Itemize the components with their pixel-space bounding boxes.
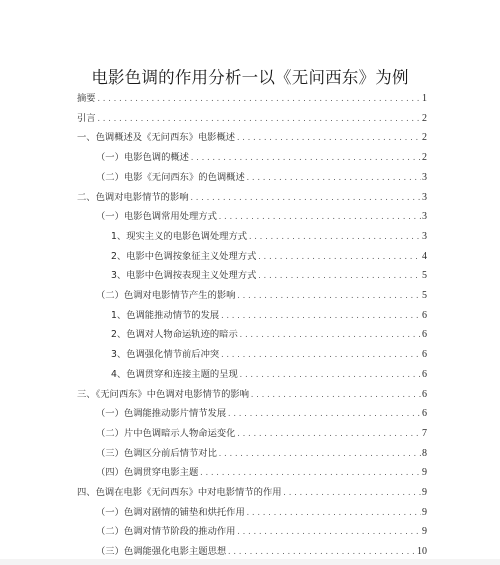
toc-entry-label: 1、现实主义的电影色调处理方式 bbox=[111, 230, 248, 242]
toc-page-number: 5 bbox=[422, 270, 427, 282]
toc-dot-leader bbox=[236, 523, 421, 541]
toc-dot-leader bbox=[227, 405, 421, 423]
toc-entry[interactable] bbox=[111, 267, 427, 285]
toc-page-number: 6 bbox=[422, 368, 427, 380]
toc-entry[interactable] bbox=[111, 366, 427, 384]
toc-entry[interactable] bbox=[96, 445, 427, 463]
toc-entry[interactable] bbox=[96, 425, 427, 443]
toc-entry[interactable] bbox=[111, 307, 427, 325]
toc-page-number: 7 bbox=[422, 427, 427, 439]
toc-entry[interactable] bbox=[96, 287, 427, 305]
toc-page-number: 6 bbox=[422, 309, 427, 321]
toc-page-number: 5 bbox=[422, 290, 427, 301]
toc-dot-leader bbox=[248, 228, 421, 246]
toc-dot-leader bbox=[236, 425, 421, 443]
page-bottom-edge bbox=[0, 559, 500, 565]
toc-dot-leader bbox=[236, 129, 421, 147]
toc-page-number: 6 bbox=[422, 349, 427, 361]
toc-dot-leader bbox=[246, 504, 421, 522]
toc-page-number: 10 bbox=[417, 546, 427, 558]
toc-entry[interactable] bbox=[96, 405, 427, 423]
toc-page-number: 6 bbox=[422, 408, 427, 420]
toc-entry-label: 2、电影中色调按象征主义处理方式 bbox=[111, 250, 257, 262]
toc-entry[interactable] bbox=[77, 386, 427, 404]
toc-dot-leader bbox=[239, 366, 421, 384]
toc-dot-leader bbox=[218, 445, 421, 463]
toc-entry[interactable] bbox=[96, 149, 427, 167]
toc-entry[interactable] bbox=[96, 523, 427, 541]
toc-entry-label: 摘要 bbox=[77, 93, 96, 104]
toc-entry[interactable] bbox=[96, 169, 427, 187]
toc-entry-label: 4、色调贯穿和连接主题的呈现 bbox=[111, 368, 238, 380]
toc-entry[interactable] bbox=[111, 326, 427, 344]
toc-entry-label: （三）色调能强化电影主题思想 bbox=[96, 546, 227, 558]
toc-dot-leader bbox=[220, 346, 421, 364]
toc-entry-label: 引言 bbox=[77, 112, 96, 124]
toc-dot-leader bbox=[97, 110, 421, 128]
toc-dot-leader bbox=[97, 90, 421, 108]
toc-entry[interactable] bbox=[77, 189, 427, 207]
toc-page-number: 6 bbox=[422, 388, 427, 400]
toc-dot-leader bbox=[236, 287, 421, 305]
toc-entry-label: 3、色调强化情节前后冲突 bbox=[111, 349, 220, 361]
toc-entry-label: （一）色调对剧情的铺垫和烘托作用 bbox=[96, 506, 245, 518]
toc-entry-label: 3、电影中色调按表现主义处理方式 bbox=[111, 270, 257, 282]
toc-entry-label: （一）色调能推动影片情节发展 bbox=[96, 408, 227, 420]
toc-page-number: 3 bbox=[422, 171, 427, 183]
toc-entry-label: （二）电影《无问西东》的色调概述 bbox=[96, 171, 245, 183]
toc-entry[interactable] bbox=[77, 90, 427, 108]
toc-entry[interactable] bbox=[111, 228, 427, 246]
toc-entry[interactable] bbox=[111, 248, 427, 266]
toc-entry[interactable] bbox=[111, 346, 427, 364]
toc-page-number: 3 bbox=[422, 191, 427, 203]
toc-entry-label: （二）色调对情节阶段的推动作用 bbox=[96, 526, 236, 538]
toc-entry-label: （一）电影色调的概述 bbox=[96, 152, 189, 164]
toc-page-number: 4 bbox=[422, 250, 427, 262]
toc-entry-label: 二、色调对电影情节的影响 bbox=[77, 191, 189, 203]
toc-entry[interactable] bbox=[96, 208, 427, 226]
toc-entry-label: （一）电影色调常用处理方式 bbox=[96, 211, 217, 223]
toc-page-number: 3 bbox=[422, 211, 427, 223]
toc-page-number: 2 bbox=[422, 112, 427, 124]
toc-dot-leader bbox=[190, 189, 421, 207]
toc-entry-label: （二）片中色调暗示人物命运变化 bbox=[96, 427, 236, 439]
toc-dot-leader bbox=[220, 307, 421, 325]
toc-entry[interactable] bbox=[77, 110, 427, 128]
toc-page-number: 6 bbox=[422, 329, 427, 341]
toc-dot-leader bbox=[257, 267, 421, 285]
toc-entry-label: 四、色调在电影《无问西东》中对电影情节的作用 bbox=[77, 487, 282, 498]
toc-page-number: 8 bbox=[422, 447, 427, 459]
toc-entry-label: 三、《无问西东》中色调对电影情节的影响 bbox=[77, 388, 249, 400]
toc-dot-leader bbox=[246, 169, 421, 187]
toc-entry-label: （二）色调对电影情节产生的影响 bbox=[96, 290, 236, 301]
toc-page-number: 2 bbox=[422, 132, 427, 144]
toc-entry[interactable] bbox=[96, 504, 427, 522]
toc-page-number: 3 bbox=[422, 230, 427, 242]
toc-entry-label: 2、色调对人物命运轨迹的暗示 bbox=[111, 329, 238, 341]
toc-dot-leader bbox=[218, 208, 421, 226]
toc-entry-label: （四）色调贯穿电影主题 bbox=[96, 467, 199, 479]
toc-dot-leader bbox=[199, 464, 421, 482]
toc-dot-leader bbox=[239, 326, 421, 344]
toc-entry[interactable] bbox=[77, 129, 427, 147]
toc-entry[interactable] bbox=[96, 464, 427, 482]
toc-page-number: 9 bbox=[422, 467, 427, 479]
toc-page-number: 9 bbox=[422, 526, 427, 538]
toc-page-number: 2 bbox=[422, 152, 427, 164]
document-title: 电影色调的作用分析一以《无问西东》为例 bbox=[91, 68, 409, 87]
toc-entry[interactable] bbox=[77, 484, 427, 502]
toc-dot-leader bbox=[250, 386, 421, 404]
toc-entry-label: （三）色调区分前后情节对比 bbox=[96, 447, 217, 459]
toc-entry-label: 一、色调概述及《无问西东》电影概述 bbox=[77, 132, 236, 144]
toc-entry-label: 1、色调能推动情节的发展 bbox=[111, 309, 220, 321]
toc-page-number: 9 bbox=[422, 487, 427, 498]
toc-dot-leader bbox=[190, 149, 421, 167]
toc-page-number: 1 bbox=[422, 93, 427, 104]
toc-dot-leader bbox=[283, 484, 421, 502]
toc-page-number: 9 bbox=[422, 506, 427, 518]
toc-dot-leader bbox=[257, 248, 421, 266]
